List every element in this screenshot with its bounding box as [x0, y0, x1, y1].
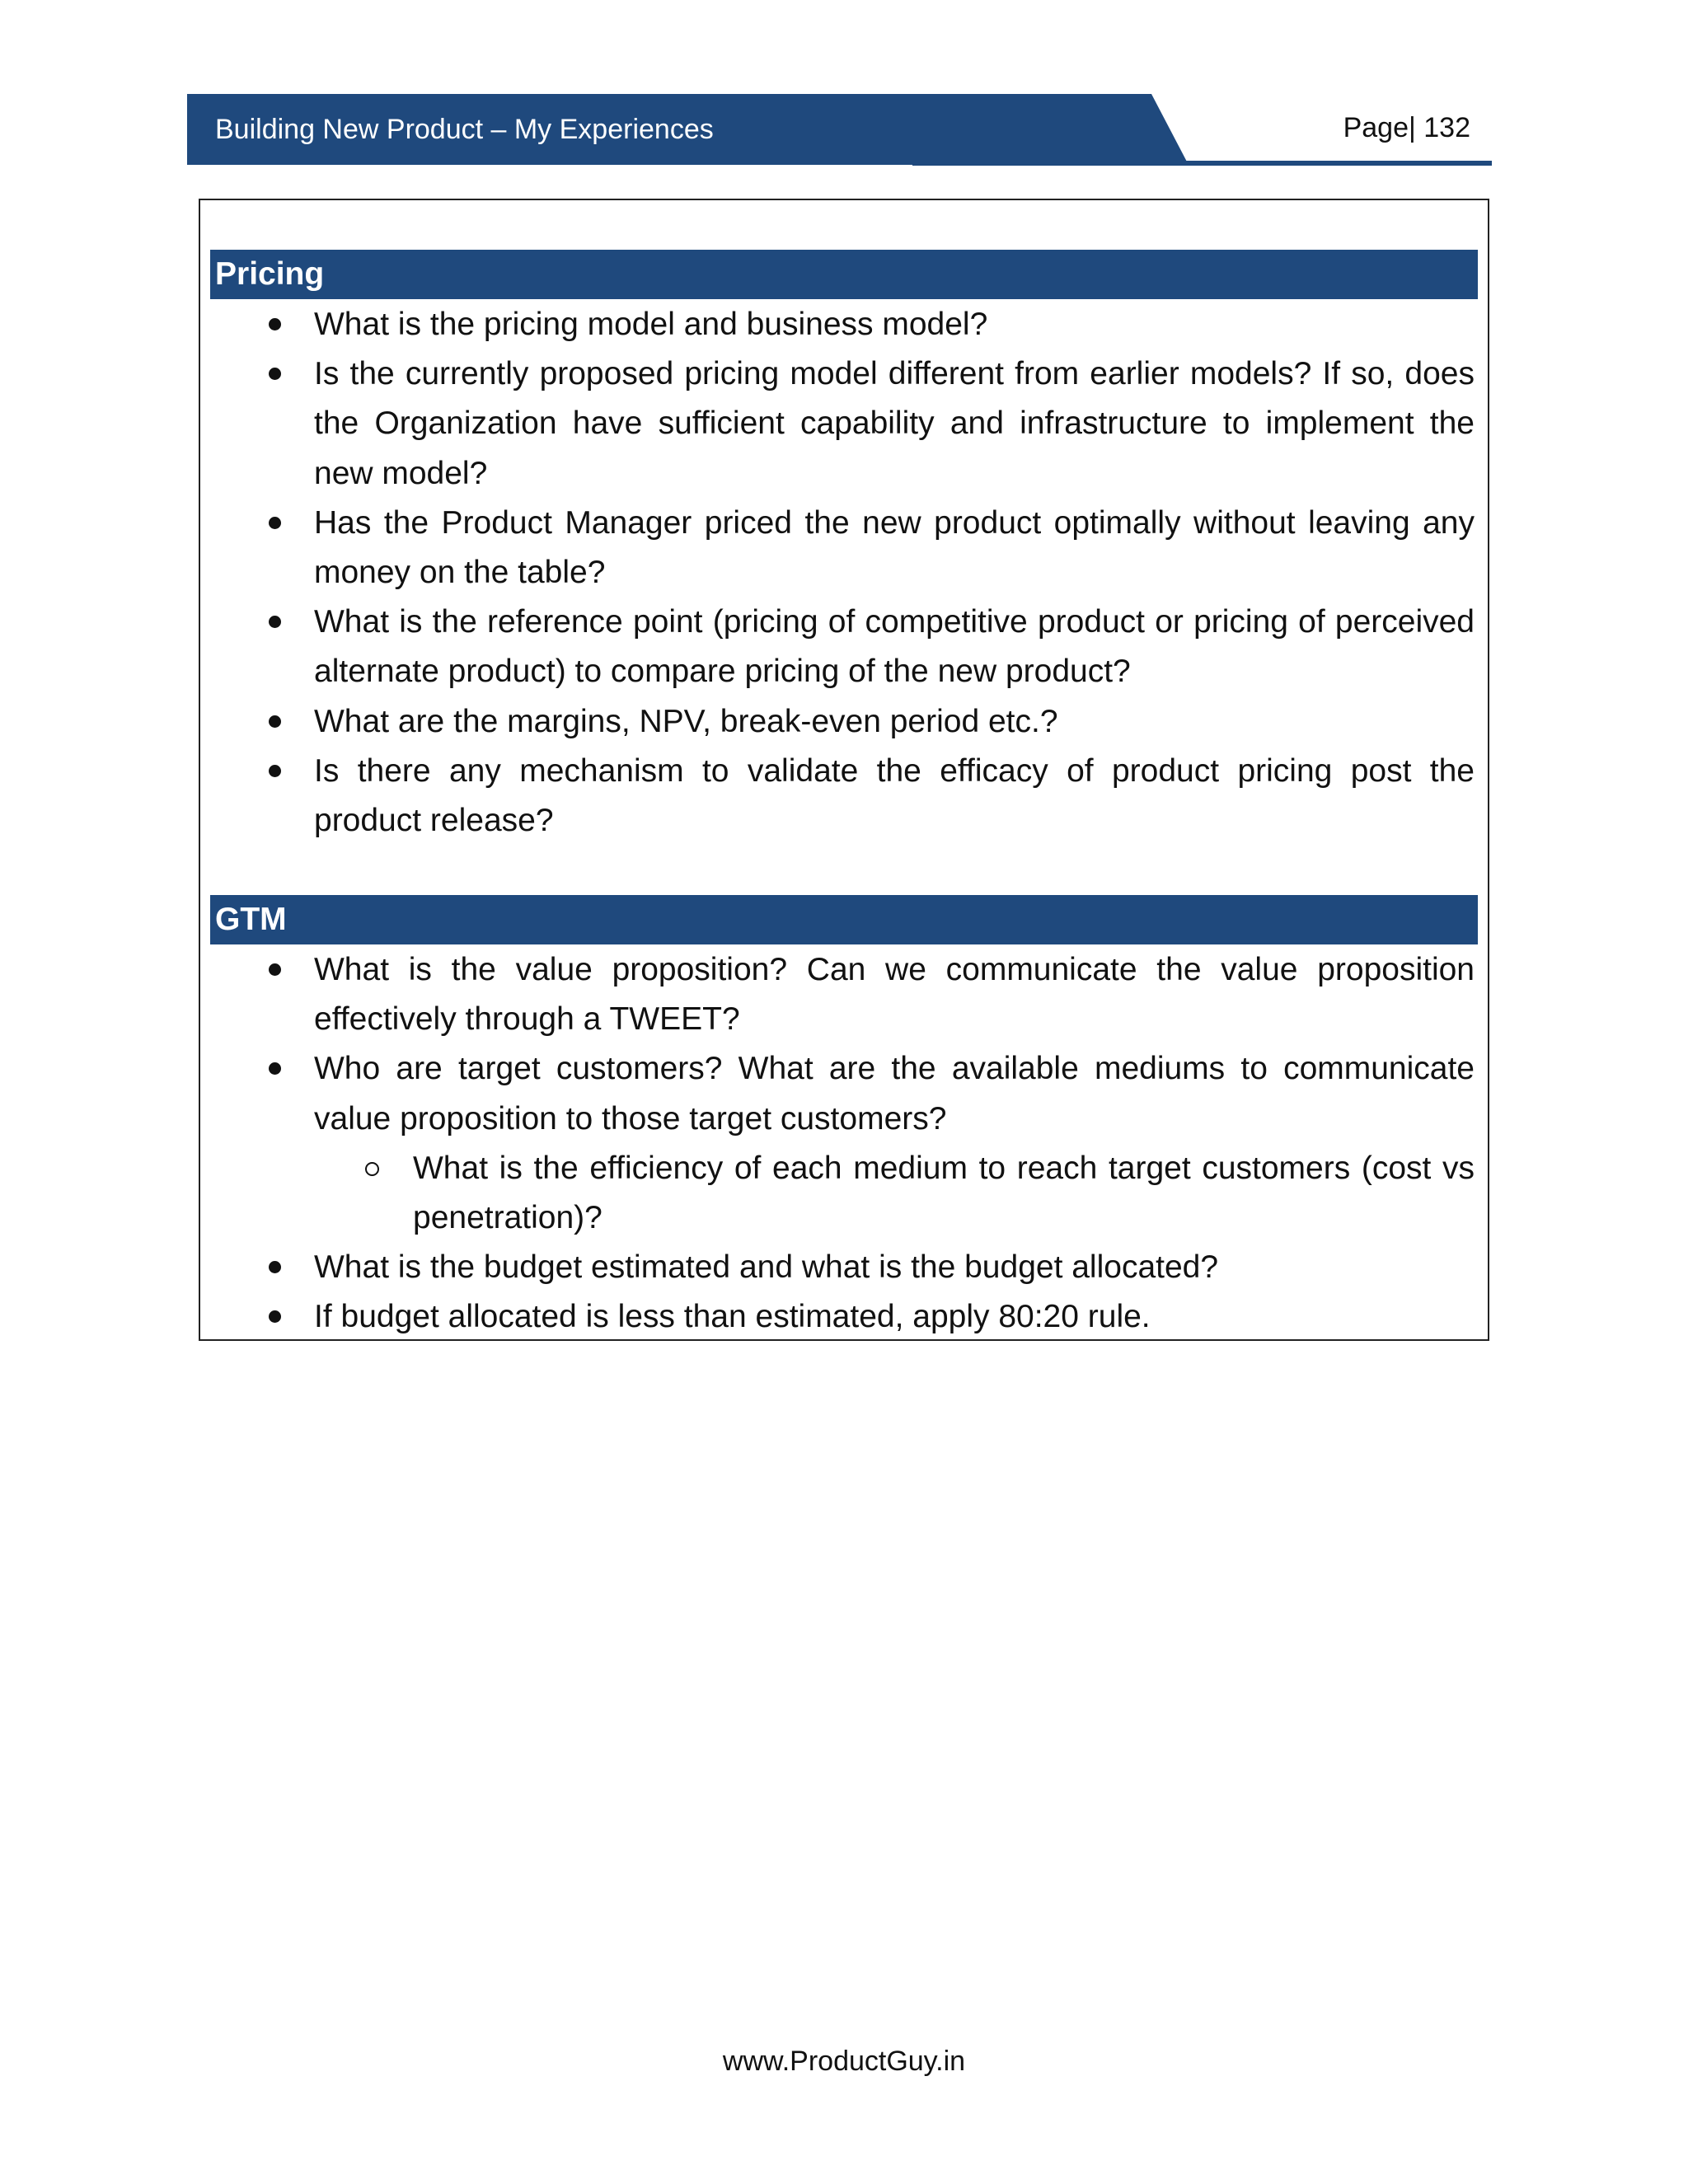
sub-list-item	[200, 1144, 1491, 1243]
list-item	[200, 1243, 1491, 1292]
list-item-text: What is the budget estimated and what is the budget allocated?	[314, 1249, 1219, 1286]
hollow-bullet-icon	[365, 1162, 379, 1176]
bullet-icon	[269, 1310, 281, 1323]
bullet-icon	[269, 517, 281, 529]
bullet-icon	[269, 715, 281, 728]
list-item-text: What is the pricing model and business model?	[314, 307, 988, 342]
bullet-icon	[269, 765, 281, 777]
list-item	[200, 697, 1491, 747]
footer-url: www.ProductGuy.in	[722, 2046, 966, 2077]
page-header	[187, 94, 1492, 166]
list-item	[200, 1292, 1491, 1342]
sub-list-item-text: What is the efficiency of each medium to reach target customers (cost vs penetration)?	[413, 1150, 1475, 1236]
bullet-icon	[269, 318, 281, 330]
section-heading-gtm: GTM	[210, 895, 1478, 944]
header-rule	[912, 161, 1492, 166]
list-item-text: Is there any mechanism to validate the efficacy of product pricing post the product release?	[314, 752, 1475, 839]
gtm-list	[200, 945, 1491, 1343]
list-item-text: What are the margins, NPV, break-even period etc.?	[314, 703, 1058, 739]
list-item-text: What is the reference point (pricing of competitive product or pricing of perceived alternate product) to compare pricing of the new product?	[314, 604, 1475, 690]
bullet-icon	[269, 616, 281, 628]
list-item	[200, 499, 1491, 598]
page-number: Page| 132	[1343, 112, 1470, 143]
bullet-icon	[269, 1261, 281, 1273]
pricing-list	[200, 300, 1491, 846]
list-item-text: If budget allocated is less than estimated, apply 80:20 rule.	[314, 1299, 1151, 1335]
bullet-icon	[269, 963, 281, 976]
list-item-text: What is the value proposition? Can we communicate the value proposition effectively through a TWEET?	[314, 952, 1475, 1038]
list-item-text: Has the Product Manager priced the new product optimally without leaving any money on the table?	[314, 504, 1475, 591]
list-item	[200, 598, 1491, 696]
section-heading-pricing: Pricing	[210, 250, 1478, 299]
list-item	[200, 747, 1491, 846]
list-item	[200, 300, 1491, 349]
list-item-text: Who are target customers? What are the available mediums to communicate value proposition to those target customers?	[314, 1051, 1475, 1137]
header-title: Building New Product – My Experiences	[215, 114, 714, 145]
list-item	[200, 349, 1491, 499]
list-item	[200, 1044, 1491, 1143]
list-item-text: Is the currently proposed pricing model different from earlier models? If so, does the Organization have sufficient capability and infrastructure to implement the new model?	[314, 356, 1475, 491]
list-item	[200, 945, 1491, 1044]
bullet-icon	[269, 1062, 281, 1075]
bullet-icon	[269, 368, 281, 380]
content-table	[199, 199, 1489, 1341]
